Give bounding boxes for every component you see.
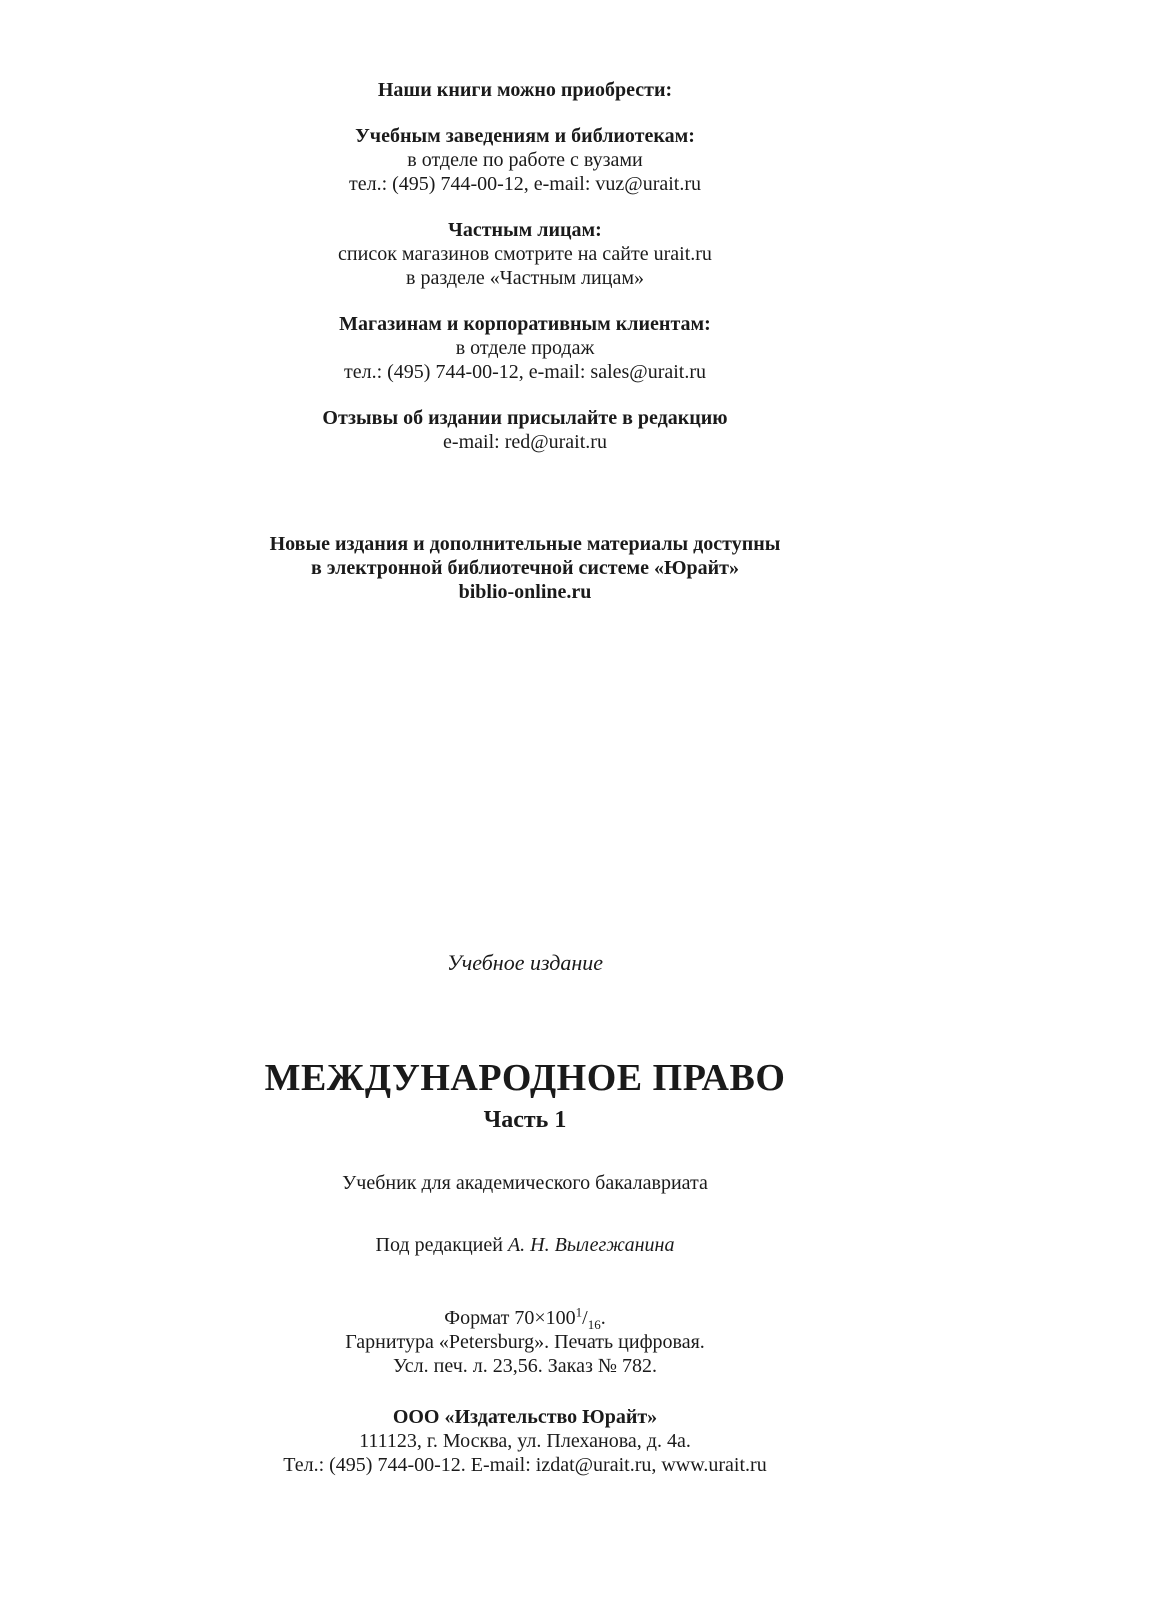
online-line-1: Новые издания и дополнительные материалы доступны	[269, 533, 781, 555]
format-line: Формат $70\times 100^1/_{16}$.	[444, 1304, 606, 1332]
individuals-line-1: список магазинов смотрите на сайте urait.ru	[338, 243, 712, 265]
purchase-info-block	[0, 78, 1050, 454]
editor-prefix: Под редакцией	[375, 1234, 503, 1256]
shops-line-1: в отделе продаж	[455, 337, 595, 359]
editor-name: А. Н. Вылегжанина	[507, 1234, 675, 1256]
purchase-heading: Наши книги можно приобрести:	[377, 79, 673, 101]
book-part: Часть 1	[483, 1107, 567, 1133]
institutions-line-1: в отделе по работе с вузами	[407, 149, 643, 171]
individuals-line-2: в разделе «Частным лицам»	[406, 267, 644, 289]
institutions-heading: Учебным заведениям и библиотекам:	[355, 125, 695, 147]
individuals-heading: Частным лицам:	[448, 219, 602, 241]
publisher-contacts: Тел.: (495) 744-00-12. E-mail: izdat@urait.ru, www.urait.ru	[283, 1454, 767, 1476]
book-kind: Учебник для академического бакалавриата	[342, 1172, 708, 1194]
typeface-line: Гарнитура «Petersburg». Печать цифровая.	[345, 1331, 705, 1353]
shops-heading: Магазинам и корпоративным клиентам:	[339, 313, 711, 335]
feedback-email: e-mail: red@urait.ru	[443, 431, 607, 453]
publisher-address: 111123, г. Москва, ул. Плеханова, д. 4а.	[359, 1430, 691, 1452]
online-line-2: в электронной библиотечной системе «Юрайт»	[311, 557, 739, 579]
online-site: biblio-online.ru	[458, 581, 592, 603]
print-sheets-line: Усл. печ. л. 23,56. Заказ № 782.	[393, 1355, 657, 1377]
imprint-block	[0, 1306, 1050, 1378]
institutions-contacts: тел.: (495) 744-00-12, e-mail: vuz@urait.ru	[348, 173, 702, 195]
publisher-block	[0, 1405, 1050, 1477]
format-suffix: .	[600, 1307, 606, 1329]
editor-line	[0, 1234, 1050, 1257]
shops-contacts: тел.: (495) 744-00-12, e-mail: sales@urait.ru	[343, 361, 707, 383]
online-library-block	[0, 532, 1050, 604]
edition-label: Учебное издание	[446, 950, 604, 975]
book-title: МЕЖДУНАРОДНОЕ ПРАВО	[264, 1057, 786, 1099]
format-numerator: 1	[575, 1304, 583, 1320]
publisher-name: ООО «Издательство Юрайт»	[392, 1406, 658, 1428]
feedback-heading: Отзывы об издании присылайте в редакцию	[322, 407, 728, 429]
format-denominator: 16	[587, 1317, 601, 1332]
format-prefix: Формат 70×100	[444, 1307, 576, 1329]
